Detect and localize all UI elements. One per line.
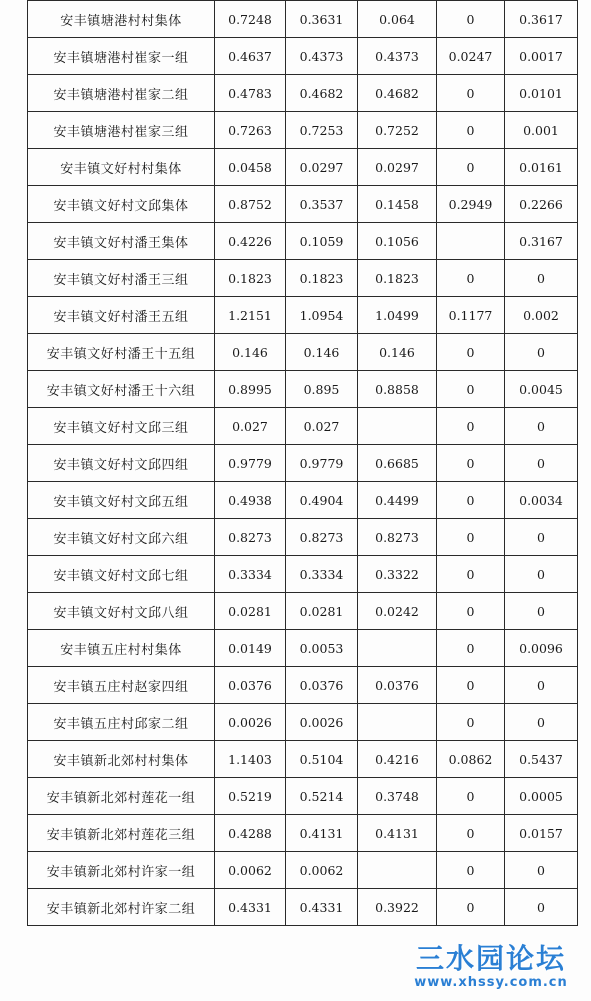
row-name-cell: 安丰镇新北郊村村集体	[28, 741, 215, 778]
row-name-cell: 安丰镇新北郊村许家二组	[28, 889, 215, 926]
table-row	[28, 1, 578, 38]
table-row	[28, 741, 578, 778]
value-cell-col-3	[358, 408, 437, 445]
value-cell-col-4: 0	[437, 704, 505, 741]
row-name-cell: 安丰镇新北郊村许家一组	[28, 852, 215, 889]
value-cell-col-2: 0.3334	[286, 556, 358, 593]
value-cell-col-1: 0.0376	[215, 667, 286, 704]
table-row	[28, 371, 578, 408]
value-cell-col-3: 0.3922	[358, 889, 437, 926]
value-cell-col-4: 0.0862	[437, 741, 505, 778]
row-name-cell: 安丰镇五庄村邱家二组	[28, 704, 215, 741]
table-row	[28, 445, 578, 482]
value-cell-col-1: 1.2151	[215, 297, 286, 334]
table-row	[28, 223, 578, 260]
value-cell-col-5: 0.0045	[505, 371, 578, 408]
value-cell-col-4: 0	[437, 593, 505, 630]
table-row	[28, 519, 578, 556]
value-cell-col-4: 0.1177	[437, 297, 505, 334]
watermark-url: www.xhssy.com.cn	[414, 975, 568, 990]
row-name-cell: 安丰镇塘港村崔家三组	[28, 112, 215, 149]
table-row	[28, 186, 578, 223]
value-cell-col-5: 0.002	[505, 297, 578, 334]
value-cell-col-3: 0.146	[358, 334, 437, 371]
row-name-cell: 安丰镇文好村潘王十五组	[28, 334, 215, 371]
data-table	[27, 0, 578, 926]
value-cell-col-2: 0.0297	[286, 149, 358, 186]
value-cell-col-4: 0	[437, 519, 505, 556]
row-name-cell: 安丰镇塘港村崔家二组	[28, 75, 215, 112]
value-cell-col-5: 0	[505, 445, 578, 482]
value-cell-col-3: 0.064	[358, 1, 437, 38]
value-cell-col-3: 0.4216	[358, 741, 437, 778]
value-cell-col-3: 0.8273	[358, 519, 437, 556]
value-cell-col-5: 0.5437	[505, 741, 578, 778]
value-cell-col-3: 0.0376	[358, 667, 437, 704]
value-cell-col-3: 0.4373	[358, 38, 437, 75]
value-cell-col-3: 0.7252	[358, 112, 437, 149]
value-cell-col-1: 0.7248	[215, 1, 286, 38]
value-cell-col-1: 0.0281	[215, 593, 286, 630]
value-cell-col-1: 0.0458	[215, 149, 286, 186]
value-cell-col-3: 0.0297	[358, 149, 437, 186]
value-cell-col-1: 0.4938	[215, 482, 286, 519]
value-cell-col-4: 0	[437, 149, 505, 186]
row-name-cell: 安丰镇塘港村崔家一组	[28, 38, 215, 75]
row-name-cell: 安丰镇文好村潘王集体	[28, 223, 215, 260]
row-name-cell: 安丰镇新北郊村莲花三组	[28, 815, 215, 852]
value-cell-col-2: 0.1059	[286, 223, 358, 260]
table-row	[28, 408, 578, 445]
value-cell-col-5: 0.3617	[505, 1, 578, 38]
row-name-cell: 安丰镇文好村文邱三组	[28, 408, 215, 445]
value-cell-col-1: 0.1823	[215, 260, 286, 297]
value-cell-col-3: 0.8858	[358, 371, 437, 408]
value-cell-col-4: 0	[437, 852, 505, 889]
value-cell-col-5: 0	[505, 260, 578, 297]
value-cell-col-3: 0.1458	[358, 186, 437, 223]
value-cell-col-2: 0.0281	[286, 593, 358, 630]
table-row	[28, 297, 578, 334]
row-name-cell: 安丰镇文好村文邱五组	[28, 482, 215, 519]
table-row	[28, 149, 578, 186]
value-cell-col-3: 1.0499	[358, 297, 437, 334]
value-cell-col-4: 0	[437, 482, 505, 519]
value-cell-col-3: 0.0242	[358, 593, 437, 630]
row-name-cell: 安丰镇文好村文邱集体	[28, 186, 215, 223]
row-name-cell: 安丰镇新北郊村莲花一组	[28, 778, 215, 815]
value-cell-col-5: 0.001	[505, 112, 578, 149]
row-name-cell: 安丰镇文好村文邱八组	[28, 593, 215, 630]
value-cell-col-1: 0.8273	[215, 519, 286, 556]
value-cell-col-2: 0.5214	[286, 778, 358, 815]
value-cell-col-1: 0.8995	[215, 371, 286, 408]
value-cell-col-5: 0	[505, 408, 578, 445]
value-cell-col-3: 0.1056	[358, 223, 437, 260]
value-cell-col-1: 0.4226	[215, 223, 286, 260]
table-row	[28, 593, 578, 630]
value-cell-col-4: 0	[437, 371, 505, 408]
value-cell-col-4: 0	[437, 630, 505, 667]
value-cell-col-2: 0.4331	[286, 889, 358, 926]
value-cell-col-2: 0.0376	[286, 667, 358, 704]
value-cell-col-2: 0.5104	[286, 741, 358, 778]
row-name-cell: 安丰镇文好村村集体	[28, 149, 215, 186]
value-cell-col-5: 0	[505, 704, 578, 741]
value-cell-col-4: 0	[437, 445, 505, 482]
value-cell-col-2: 1.0954	[286, 297, 358, 334]
value-cell-col-2: 0.0026	[286, 704, 358, 741]
value-cell-col-2: 0.4131	[286, 815, 358, 852]
table-row	[28, 852, 578, 889]
table-row	[28, 778, 578, 815]
value-cell-col-1: 0.027	[215, 408, 286, 445]
value-cell-col-3: 0.3748	[358, 778, 437, 815]
value-cell-col-5: 0	[505, 852, 578, 889]
value-cell-col-3	[358, 852, 437, 889]
value-cell-col-5: 0.0034	[505, 482, 578, 519]
value-cell-col-2: 0.3631	[286, 1, 358, 38]
value-cell-col-4: 0	[437, 815, 505, 852]
value-cell-col-3: 0.4131	[358, 815, 437, 852]
table-row	[28, 482, 578, 519]
value-cell-col-1: 0.4783	[215, 75, 286, 112]
value-cell-col-5: 0.0101	[505, 75, 578, 112]
value-cell-col-4: 0	[437, 260, 505, 297]
value-cell-col-2: 0.4904	[286, 482, 358, 519]
value-cell-col-2: 0.146	[286, 334, 358, 371]
value-cell-col-4: 0	[437, 889, 505, 926]
row-name-cell: 安丰镇文好村文邱四组	[28, 445, 215, 482]
value-cell-col-2: 0.3537	[286, 186, 358, 223]
value-cell-col-1: 0.9779	[215, 445, 286, 482]
value-cell-col-1: 0.5219	[215, 778, 286, 815]
value-cell-col-2: 0.1823	[286, 260, 358, 297]
value-cell-col-3: 0.4499	[358, 482, 437, 519]
value-cell-col-4	[437, 223, 505, 260]
table-row	[28, 556, 578, 593]
row-name-cell: 安丰镇文好村文邱七组	[28, 556, 215, 593]
value-cell-col-5: 0.0157	[505, 815, 578, 852]
value-cell-col-4: 0.2949	[437, 186, 505, 223]
table-body	[28, 1, 578, 926]
row-name-cell: 安丰镇五庄村村集体	[28, 630, 215, 667]
value-cell-col-4: 0	[437, 75, 505, 112]
value-cell-col-5: 0	[505, 519, 578, 556]
value-cell-col-5: 0	[505, 889, 578, 926]
value-cell-col-1: 0.4288	[215, 815, 286, 852]
value-cell-col-3	[358, 704, 437, 741]
value-cell-col-2: 0.4373	[286, 38, 358, 75]
value-cell-col-1: 0.4637	[215, 38, 286, 75]
row-name-cell: 安丰镇文好村文邱六组	[28, 519, 215, 556]
value-cell-col-1: 0.7263	[215, 112, 286, 149]
value-cell-col-4: 0.0247	[437, 38, 505, 75]
value-cell-col-3: 0.4682	[358, 75, 437, 112]
value-cell-col-4: 0	[437, 112, 505, 149]
value-cell-col-1: 0.0026	[215, 704, 286, 741]
value-cell-col-1: 1.1403	[215, 741, 286, 778]
value-cell-col-1: 0.4331	[215, 889, 286, 926]
table-row	[28, 38, 578, 75]
table-row	[28, 889, 578, 926]
row-name-cell: 安丰镇文好村潘王三组	[28, 260, 215, 297]
watermark-title: 三水园论坛	[415, 942, 566, 975]
value-cell-col-1: 0.3334	[215, 556, 286, 593]
table-row	[28, 667, 578, 704]
value-cell-col-5: 0.2266	[505, 186, 578, 223]
value-cell-col-5: 0	[505, 667, 578, 704]
table-row	[28, 704, 578, 741]
row-name-cell: 安丰镇文好村潘王五组	[28, 297, 215, 334]
value-cell-col-3	[358, 630, 437, 667]
value-cell-col-2: 0.895	[286, 371, 358, 408]
value-cell-col-5: 0.0161	[505, 149, 578, 186]
value-cell-col-5: 0.0017	[505, 38, 578, 75]
value-cell-col-1: 0.0062	[215, 852, 286, 889]
value-cell-col-2: 0.9779	[286, 445, 358, 482]
table-row	[28, 334, 578, 371]
value-cell-col-2: 0.4682	[286, 75, 358, 112]
value-cell-col-5: 0	[505, 556, 578, 593]
value-cell-col-4: 0	[437, 667, 505, 704]
value-cell-col-4: 0	[437, 334, 505, 371]
row-name-cell: 安丰镇五庄村赵家四组	[28, 667, 215, 704]
value-cell-col-4: 0	[437, 1, 505, 38]
value-cell-col-4: 0	[437, 556, 505, 593]
value-cell-col-5: 0.3167	[505, 223, 578, 260]
value-cell-col-1: 0.146	[215, 334, 286, 371]
value-cell-col-2: 0.0053	[286, 630, 358, 667]
table-row	[28, 630, 578, 667]
value-cell-col-4: 0	[437, 778, 505, 815]
table-row	[28, 260, 578, 297]
value-cell-col-3: 0.3322	[358, 556, 437, 593]
value-cell-col-5: 0.0005	[505, 778, 578, 815]
value-cell-col-3: 0.1823	[358, 260, 437, 297]
value-cell-col-2: 0.0062	[286, 852, 358, 889]
table-row	[28, 112, 578, 149]
value-cell-col-2: 0.027	[286, 408, 358, 445]
row-name-cell: 安丰镇文好村潘王十六组	[28, 371, 215, 408]
table-row	[28, 815, 578, 852]
value-cell-col-3: 0.6685	[358, 445, 437, 482]
value-cell-col-1: 0.0149	[215, 630, 286, 667]
row-name-cell: 安丰镇塘港村村集体	[28, 1, 215, 38]
value-cell-col-1: 0.8752	[215, 186, 286, 223]
value-cell-col-4: 0	[437, 408, 505, 445]
value-cell-col-5: 0.0096	[505, 630, 578, 667]
value-cell-col-5: 0	[505, 593, 578, 630]
forum-watermark-logo	[401, 943, 581, 995]
value-cell-col-2: 0.7253	[286, 112, 358, 149]
value-cell-col-5: 0	[505, 334, 578, 371]
table-row	[28, 75, 578, 112]
value-cell-col-2: 0.8273	[286, 519, 358, 556]
